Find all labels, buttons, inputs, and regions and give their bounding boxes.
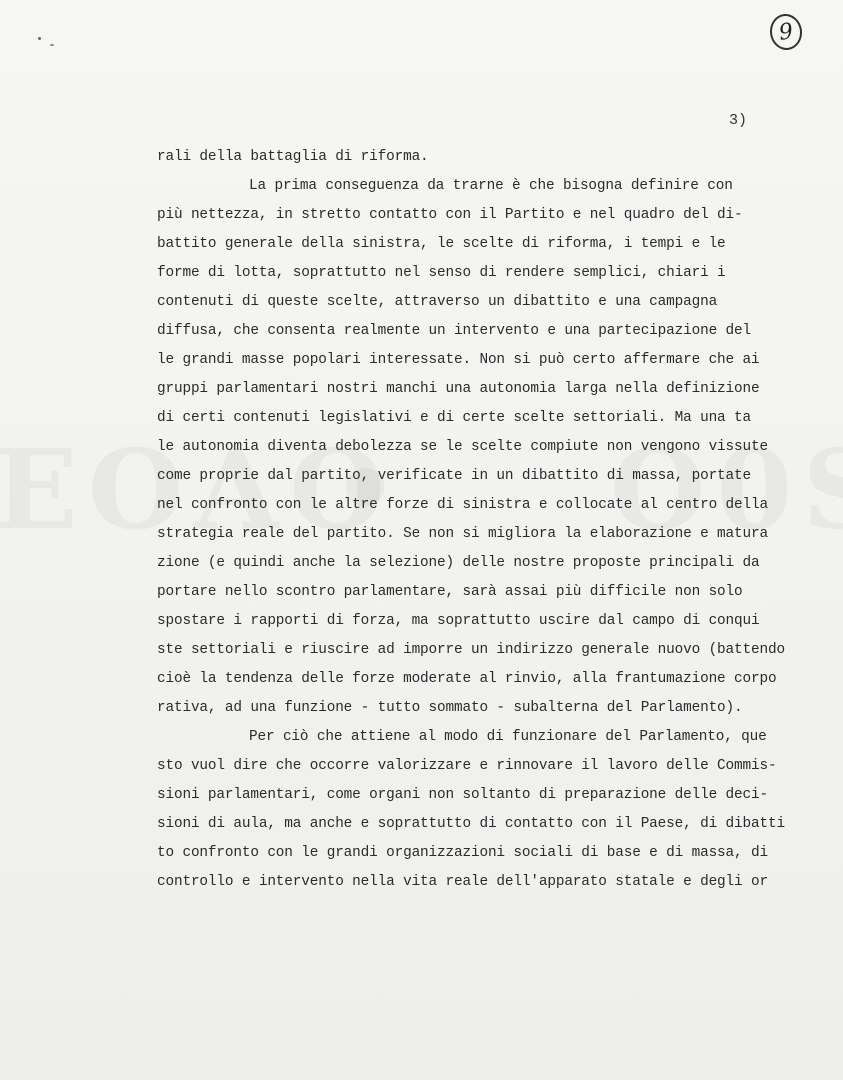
typed-page-number: 3) — [729, 112, 748, 129]
text-line: più nettezza, in stretto contatto con il Partito e nel quadro del di- — [157, 207, 743, 223]
body-text — [157, 143, 797, 897]
text-line: sioni parlamentari, come organi non soltanto di preparazione delle deci- — [157, 787, 768, 803]
text-line: zione (e quindi anche la selezione) delle nostre proposte principali da — [157, 555, 760, 571]
text-line: controllo e intervento nella vita reale dell'apparato statale e degli or — [157, 874, 768, 890]
text-line: nel confronto con le altre forze di sinistra e collocate al centro della — [157, 497, 768, 513]
text-line: Per ciò che attiene al modo di funzionare del Parlamento, que — [249, 729, 767, 745]
text-line: sto vuol dire che occorre valorizzare e rinnovare il lavoro delle Commis- — [157, 758, 777, 774]
ink-speck — [38, 37, 41, 40]
text-line: rativa, ad una funzione - tutto sommato - subalterna del Parlamento). — [157, 700, 743, 716]
text-line: contenuti di queste scelte, attraverso un dibattito e una campagna — [157, 294, 718, 310]
text-line: le grandi masse popolari interessate. Non si può certo affermare che ai — [157, 352, 760, 368]
text-line: rali della battaglia di riforma. — [157, 149, 429, 165]
text-line: gruppi parlamentari nostri manchi una autonomia larga nella definizione — [157, 381, 760, 397]
text-line: spostare i rapporti di forza, ma soprattutto uscire dal campo di conqui — [157, 613, 760, 629]
text-line: portare nello scontro parlamentare, sarà assai più difficile non solo — [157, 584, 743, 600]
text-line: diffusa, che consenta realmente un intervento e una partecipazione del — [157, 323, 752, 339]
text-line: forme di lotta, soprattutto nel senso di rendere semplici, chiari i — [157, 265, 726, 281]
ink-speck — [50, 44, 54, 46]
text-line: come proprie dal partito, verificate in un dibattito di massa, portate — [157, 468, 752, 484]
text-line: to confronto con le grandi organizzazioni sociali di base e di massa, di — [157, 845, 768, 861]
text-line: cioè la tendenza delle forze moderate al rinvio, alla frantumazione corpo — [157, 671, 777, 687]
handwritten-page-number: 9 — [768, 12, 805, 52]
text-line: La prima conseguenza da trarne è che bisogna definire con — [249, 178, 733, 194]
text-line: battito generale della sinistra, le scelte di riforma, i tempi e le — [157, 236, 726, 252]
text-line: di certi contenuti legislativi e di certe scelte settoriali. Ma una ta — [157, 410, 752, 426]
text-line: sioni di aula, ma anche e soprattutto di contatto con il Paese, di dibatti — [157, 816, 785, 832]
text-line: ste settoriali e riuscire ad imporre un indirizzo generale nuovo (battendo — [157, 642, 785, 658]
text-line: strategia reale del partito. Se non si migliora la elaborazione e matura — [157, 526, 768, 542]
text-line: le autonomia diventa debolezza se le scelte compiute non vengono vissute — [157, 439, 768, 455]
